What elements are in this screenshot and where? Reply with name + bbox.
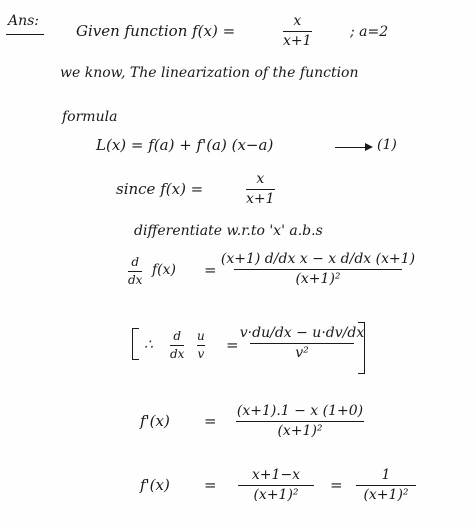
arrow-icon bbox=[335, 147, 371, 148]
since-fraction bbox=[246, 172, 275, 208]
equals-sign: = bbox=[204, 412, 217, 430]
fraction-bar bbox=[236, 421, 364, 422]
derivative-final bbox=[356, 468, 416, 504]
equals-sign: = bbox=[330, 476, 343, 494]
quotient-rule-fraction bbox=[220, 251, 416, 288]
answer-heading: Ans: bbox=[8, 13, 40, 29]
differentiate-note: differentiate w.r.to 'x' a.b.s bbox=[134, 223, 323, 239]
heading-underline bbox=[6, 34, 44, 35]
fraction-bar bbox=[234, 269, 402, 270]
derivative-label: f'(x) bbox=[140, 476, 170, 494]
fraction-denominator: (x+1)² bbox=[295, 271, 341, 288]
equals-sign: = bbox=[226, 336, 239, 354]
fraction-denominator: v² bbox=[295, 345, 309, 362]
equation-reference: (1) bbox=[377, 137, 397, 153]
operator-numerator: d bbox=[131, 255, 140, 269]
fraction-numerator: u bbox=[197, 329, 205, 343]
since-text: since f(x) = bbox=[116, 180, 204, 198]
given-point: ; a=2 bbox=[350, 24, 389, 40]
operator-denominator: dx bbox=[170, 347, 185, 362]
fraction-bar bbox=[246, 189, 275, 190]
linearization-intro: we know, The linearization of the function bbox=[60, 65, 359, 81]
fraction-numerator: (x+1).1 − x (1+0) bbox=[236, 403, 364, 419]
rule-operator bbox=[170, 330, 184, 361]
therefore-symbol: ∴ bbox=[144, 337, 153, 353]
equals-sign: = bbox=[204, 476, 217, 494]
operator-numerator: d bbox=[173, 329, 182, 343]
fraction-numerator: x+1−x bbox=[251, 467, 301, 483]
given-function-text: Given function f(x) = bbox=[76, 22, 236, 40]
fraction-denominator: x+1 bbox=[246, 191, 275, 208]
operator-denominator: dx bbox=[128, 273, 143, 288]
fraction-denominator: (x+1)² bbox=[277, 423, 323, 440]
u-over-v bbox=[197, 330, 205, 361]
given-function-fraction bbox=[283, 14, 312, 50]
function-symbol: f(x) bbox=[152, 262, 177, 278]
linearization-formula: L(x) = f(a) + f'(a) (x−a) bbox=[96, 136, 274, 154]
fraction-bar bbox=[197, 345, 205, 346]
fraction-bar bbox=[356, 485, 416, 486]
fraction-bar bbox=[250, 343, 354, 344]
fraction-bar bbox=[170, 345, 184, 346]
derivative-expanded bbox=[236, 404, 364, 440]
fraction-numerator: (x+1) d/dx x − x d/dx (x+1) bbox=[220, 251, 416, 267]
fraction-numerator: v·du/dx − u·dv/dx bbox=[239, 325, 365, 341]
fraction-bar bbox=[128, 271, 142, 272]
derivative-simplified bbox=[238, 468, 314, 504]
equals-sign: = bbox=[204, 261, 217, 279]
fraction-denominator: (x+1)² bbox=[363, 487, 409, 504]
quotient-rule-general bbox=[239, 325, 365, 362]
derivative-operator bbox=[128, 256, 142, 287]
fraction-denominator: v bbox=[197, 347, 205, 362]
fraction-numerator: x bbox=[256, 171, 265, 187]
fraction-numerator: x bbox=[293, 13, 302, 29]
fraction-bar bbox=[283, 31, 312, 32]
left-bracket bbox=[132, 328, 139, 360]
fraction-denominator: x+1 bbox=[283, 33, 312, 50]
derivative-label: f'(x) bbox=[140, 412, 170, 430]
fraction-bar bbox=[238, 485, 314, 486]
fraction-denominator: (x+1)² bbox=[253, 487, 299, 504]
fraction-numerator: 1 bbox=[381, 467, 391, 483]
formula-label: formula bbox=[62, 109, 118, 125]
